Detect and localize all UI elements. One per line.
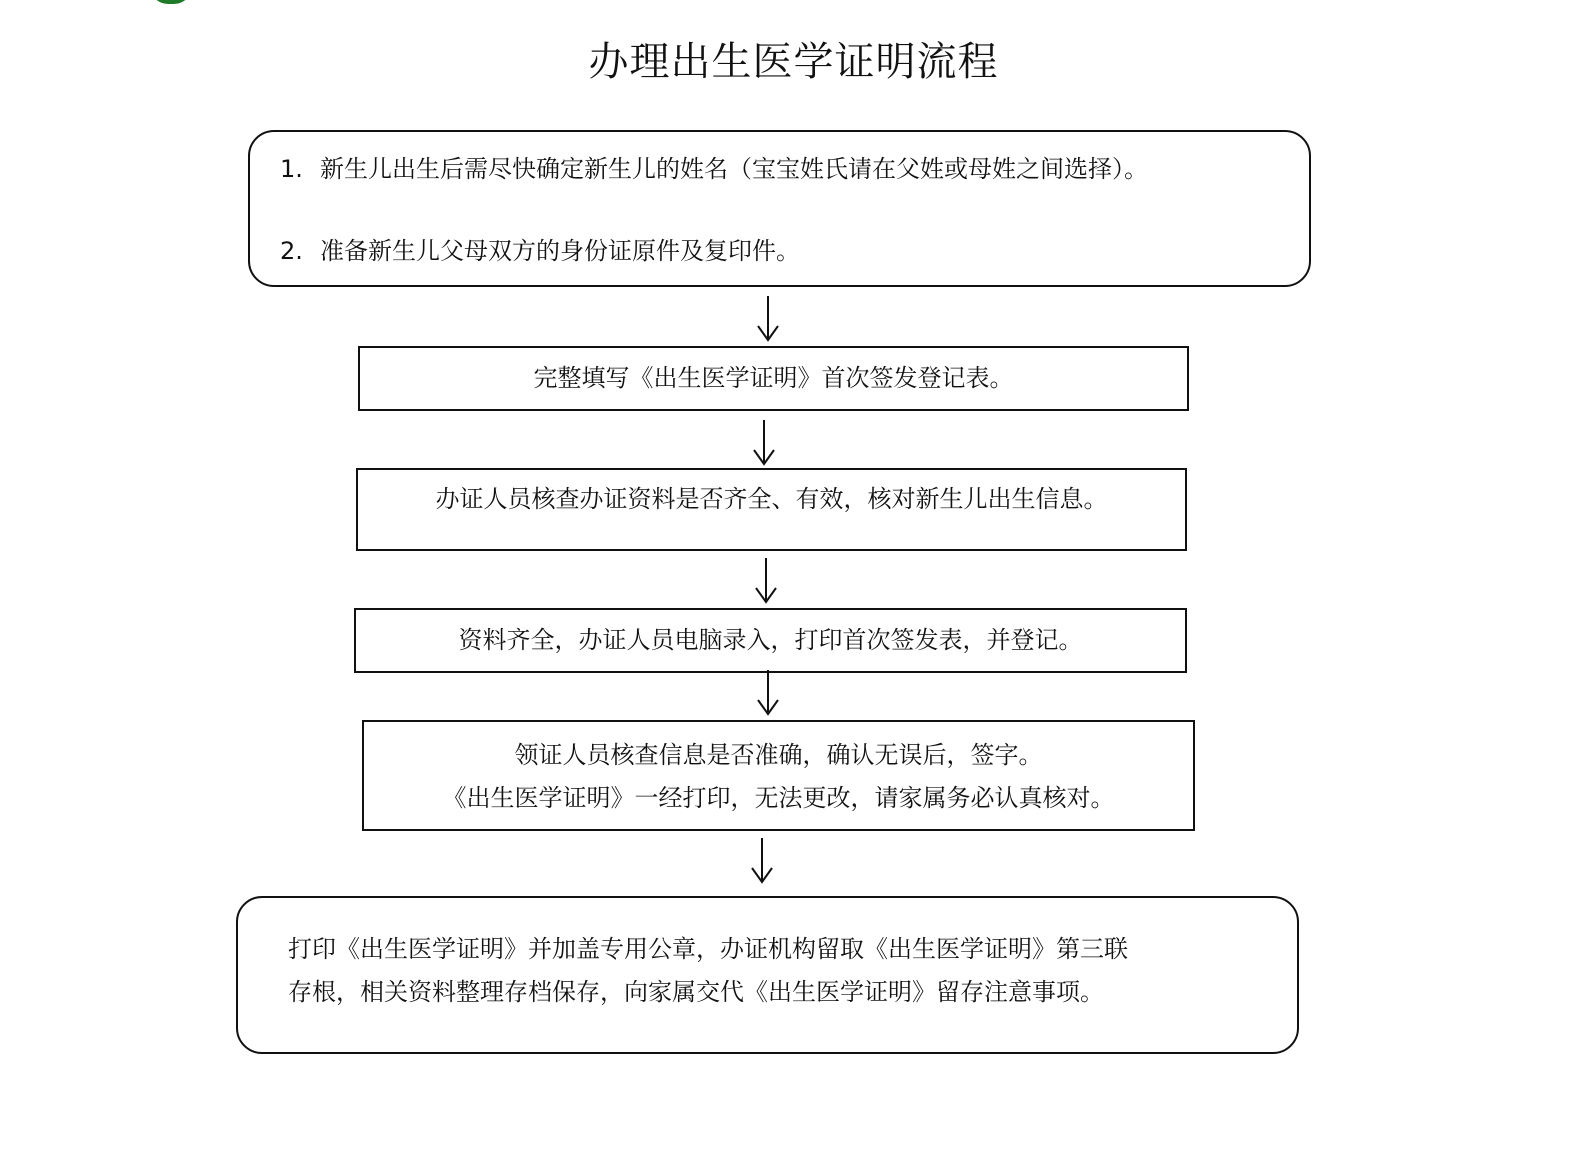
- step-1-item-1: 1. 新生儿出生后需尽快确定新生儿的姓名（宝宝姓氏请在父姓或母姓之间选择）。: [280, 155, 1148, 183]
- step-5-text-line-1: 领证人员核查信息是否准确，确认无误后，签字。: [514, 741, 1043, 769]
- down-arrow-icon: [754, 558, 778, 604]
- step-6-text-line-1: 打印《出生医学证明》并加盖专用公章，办证机构留取《出生医学证明》第三联: [288, 935, 1128, 963]
- step-1-box: [248, 130, 1311, 287]
- step-4-text: 资料齐全，办证人员电脑录入，打印首次签发表，并登记。: [458, 626, 1083, 654]
- logo-fragment: [150, 0, 192, 4]
- step-6-box: [236, 896, 1299, 1054]
- page-title: 办理出生医学证明流程: [588, 39, 999, 85]
- step-3-box: [356, 468, 1187, 551]
- step-4-box: [354, 608, 1187, 673]
- down-arrow-icon: [752, 420, 776, 466]
- step-1-item-2: 2. 准备新生儿父母双方的身份证原件及复印件。: [280, 237, 800, 265]
- step-2-box: [358, 346, 1189, 411]
- step-6-text-line-2: 存根，相关资料整理存档保存，向家属交代《出生医学证明》留存注意事项。: [288, 978, 1104, 1007]
- down-arrow-icon: [756, 296, 780, 342]
- step-3-text: 办证人员核查办证资料是否齐全、有效，核对新生儿出生信息。: [435, 485, 1108, 513]
- step-5-box: [362, 720, 1195, 831]
- down-arrow-icon: [756, 670, 780, 716]
- down-arrow-icon: [750, 838, 774, 884]
- step-2-text: 完整填写《出生医学证明》首次签发登记表。: [533, 364, 1014, 392]
- step-5-text-line-2: 《出生医学证明》一经打印，无法更改，请家属务必认真核对。: [442, 784, 1115, 813]
